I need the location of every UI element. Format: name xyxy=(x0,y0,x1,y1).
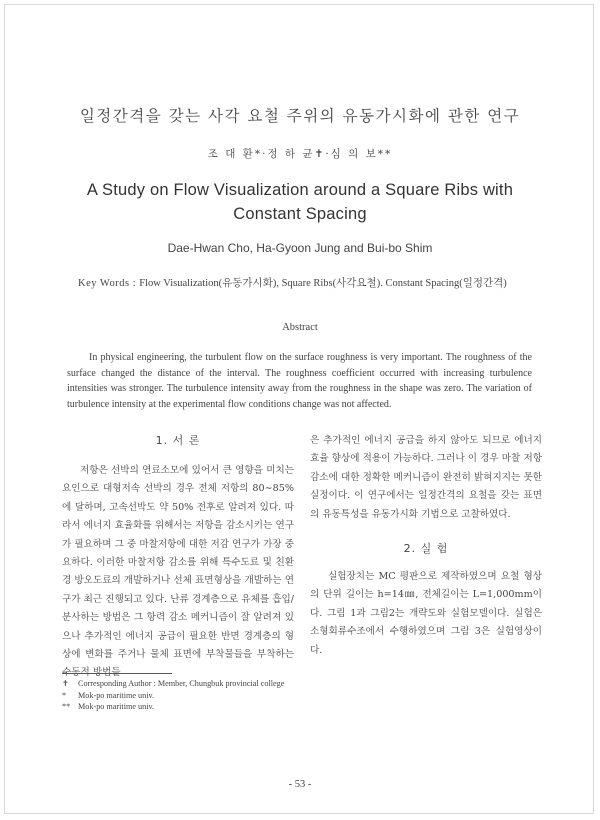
abstract-text: In physical engineering, the turbulent flow on the surface roughness is very important. The roughness of the surface changed the distance of the interval. The roughness coefficient occurred with increasing turbulence intensities was stronger. The turbulence intensity away from the roughness in the shape was zero. The variation of turbulence intensity at the experimental flow conditions change was not affected. xyxy=(67,352,532,410)
english-title-line2: Constant Spacing xyxy=(233,205,367,223)
section2-text: 실험장치는 MC 평판으로 제작하였으며 요철 형상의 단위 길이는 h=14㎜, 전체길이는 L=1,000mm이다. 그림 1과 그림2는 개략도와 실험모델이다. 실험은 소형회류수조에서 수행하였으며 그림 3은 실험영상이다. xyxy=(310,571,542,656)
footnote-item xyxy=(62,690,294,702)
footnote-mark: ✝ xyxy=(62,679,69,688)
footnote-text: Mok-po maritime univ. xyxy=(78,690,155,700)
continuation-text: 은 추가적인 에너지 공급을 하지 않아도 되므로 에너지 효율 향상에 적용이 가능하다. 그러나 이 경우 마찰 저항 감소에 대한 정확한 메커니즘이 완전히 밝혀지지는 못한 실정이다. 이 연구에서는 일정간격의 요철을 갖는 표면의 유동특성을 유동가시화 기법으로 고찰하였다. xyxy=(310,435,542,520)
english-authors: Dae-Hwan Cho, Ha-Gyoon Jung and Bui-bo Shim xyxy=(167,241,433,255)
footnote-item xyxy=(62,678,294,690)
korean-title: 일정간격을 갖는 사각 요철 주위의 유동가시화에 관한 연구 xyxy=(79,107,521,125)
section1-body xyxy=(62,462,294,683)
section2-body xyxy=(310,568,542,660)
footnote-rule xyxy=(62,673,172,674)
abstract-title: Abstract xyxy=(282,322,318,333)
section2-heading: 2. 실 험 xyxy=(403,542,449,555)
keywords-label: Key Words : xyxy=(78,278,140,289)
footnote-mark: ** xyxy=(62,702,71,711)
abstract-body xyxy=(67,350,532,412)
footnotes xyxy=(62,678,294,713)
english-title xyxy=(0,178,600,226)
keywords xyxy=(78,276,544,292)
keywords-text: Flow Visualization(유동가시화), Square Ribs(사각요철). Constant Spacing(일정간격) xyxy=(139,278,507,289)
footnote-mark: * xyxy=(62,690,67,700)
right-column-continuation xyxy=(310,432,542,524)
section1-text: 저항은 선박의 연료소모에 있어서 큰 영향을 미치는 요인으로 대형저속 선박의 경우 전체 저항의 80∼85%에 달하며, 고속선박도 약 50% 전후로 알려져 있다. 따라서 에너지 효율화를 위해서는 저항을 감소시키는 연구가 필요하며 그 중 마찰저항에 대한 저감 연구가 가장 중요하다. 이러한 마찰저항 감소를 위해 특수도료 및 친환경 방오도료의 개발하거나 선체 표면형상을 개발하는 연구가 최근 진행되고 있다. 난류 경계층으로 유체를 흡입/분사하는 방법은 그 항력 감소 메커니즘이 잘 알려져 있으나 추가적인 에너지 공급이 필요한 반면 경계층의 형상에 변화를 주거나 물체 표면에 부착물들을 부착하는 수동적 방법들 xyxy=(62,465,294,679)
footnote-text: Mok-po maritime univ. xyxy=(78,702,155,711)
page-number: - 53 - xyxy=(288,779,312,790)
footnote-text: Corresponding Author : Member, Chungbuk provincial college xyxy=(78,679,285,688)
footnote-item xyxy=(62,701,294,713)
english-title-line1: A Study on Flow Visualization around a Square Ribs with xyxy=(86,181,514,199)
korean-authors: 조 대 환*·정 하 균✝·심 의 보** xyxy=(207,148,393,160)
section1-heading: 1. 서 론 xyxy=(155,434,201,447)
